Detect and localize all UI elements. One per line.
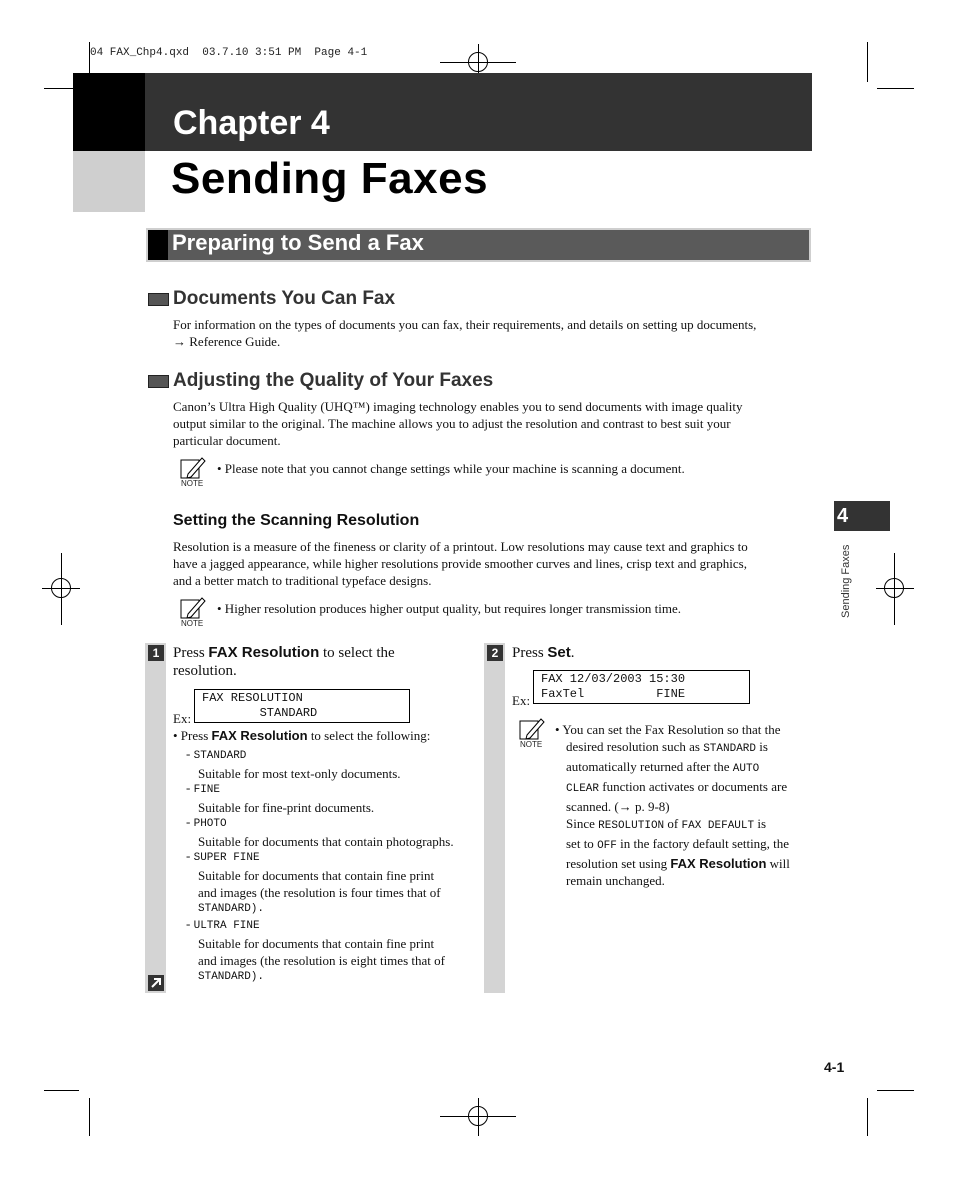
resolution-option: - ULTRA FINE Suitable for documents that contain fine print and images (the resolution is eight times that of STANDARD). xyxy=(186,916,445,983)
quality-line: output similar to the original. The machine allows you to adjust the resolution and contrast to best suit your xyxy=(173,416,731,431)
page-number: 4-1 xyxy=(824,1059,845,1075)
heading-square-icon xyxy=(148,293,169,306)
quality-note: • Please note that you cannot change settings while your machine is scanning a document. xyxy=(217,461,685,476)
step-1-number: 1 xyxy=(148,645,164,661)
chapter-tab-label: Sending Faxes xyxy=(840,544,852,618)
registration-line xyxy=(894,553,895,625)
heading-quality: Adjusting the Quality of Your Faxes xyxy=(173,370,494,391)
registration-line xyxy=(61,553,62,625)
file-slug: 04 FAX_Chp4.qxd 03.7.10 3:51 PM Page 4-1 xyxy=(90,47,368,59)
quality-line: particular document. xyxy=(173,433,281,448)
set-key: Set xyxy=(547,644,571,661)
section-bar-mark xyxy=(148,230,168,260)
resolution-note: • Higher resolution produces higher output quality, but requires longer transmission time. xyxy=(217,601,682,616)
crop-mark xyxy=(89,1098,90,1136)
lcd-display-step2: FAX 12/03/2003 15:30 FaxTel FINE xyxy=(533,670,750,704)
continue-arrow-icon xyxy=(148,975,164,991)
step-2-strip xyxy=(484,643,505,993)
note-label: NOTE xyxy=(520,740,543,749)
example-label: Ex: xyxy=(173,711,192,726)
chapter-header-accent xyxy=(73,151,145,212)
fax-resolution-key: FAX Resolution xyxy=(208,644,320,661)
documents-line: For information on the types of documents you can fax, their requirements, and details on setting up documents, xyxy=(173,317,757,332)
crop-mark xyxy=(877,1090,914,1091)
note-label: NOTE xyxy=(181,619,204,628)
documents-line: → Reference Guide. xyxy=(173,334,281,349)
resolution-option: - PHOTO Suitable for documents that contain photographs. xyxy=(186,814,454,849)
chapter-tab: 4 xyxy=(834,501,890,531)
resolution-line: and a better match to traditional typeface designs. xyxy=(173,573,432,588)
heading-documents: Documents You Can Fax xyxy=(173,288,396,309)
crop-mark xyxy=(867,1098,868,1136)
step-1-bullet: • Press FAX Resolution to select the following: xyxy=(173,728,431,743)
section-title: Preparing to Send a Fax xyxy=(172,230,424,255)
quality-line: Canon’s Ultra High Quality (UHQ™) imaging technology enables you to send documents with image quality xyxy=(173,399,743,414)
chapter-title: Sending Faxes xyxy=(171,154,489,203)
note-label: NOTE xyxy=(181,479,204,488)
resolution-option: - FINE Suitable for fine-print documents. xyxy=(186,780,375,815)
step-2-number: 2 xyxy=(487,645,503,661)
lcd-display-step1: FAX RESOLUTION STANDARD xyxy=(194,689,410,723)
step-1-instruction: Press FAX Resolution to select the resolution. xyxy=(173,644,395,679)
resolution-option: - STANDARD Suitable for most text-only documents. xyxy=(186,746,401,781)
crop-mark xyxy=(877,88,914,89)
chapter-header-block xyxy=(73,73,145,151)
chapter-label: Chapter 4 xyxy=(173,104,330,142)
registration-line xyxy=(478,1098,479,1136)
crop-mark xyxy=(867,42,868,82)
example-label: Ex: xyxy=(512,693,531,708)
crop-mark xyxy=(44,1090,79,1091)
resolution-line: Resolution is a measure of the fineness or clarity of a printout. Low resolutions may cause text and graphics to xyxy=(173,539,748,554)
resolution-option: - SUPER FINE Suitable for documents that contain fine print and images (the resolution is four times that of STANDARD). xyxy=(186,848,441,915)
registration-line xyxy=(876,588,914,589)
step-2-note: • You can set the Fax Resolution so that the desired resolution such as STANDARD is automatically returned after the AUTO CLEAR function activates or documents are scanned. (→ p. 9-8) Since RESOLUTION of FAX DEFAULT is set to OFF in the factory default setting, the resolution set using FAX Resolution will remain unchanged. xyxy=(555,722,790,888)
resolution-line: have a jagged appearance, while higher resolutions provide smoother curves and lines, crisp text and graphics, xyxy=(173,556,747,571)
heading-square-icon xyxy=(148,375,169,388)
step-2-instruction: Press Set. xyxy=(512,644,575,661)
heading-resolution: Setting the Scanning Resolution xyxy=(173,512,420,529)
step-1-strip xyxy=(145,643,166,993)
